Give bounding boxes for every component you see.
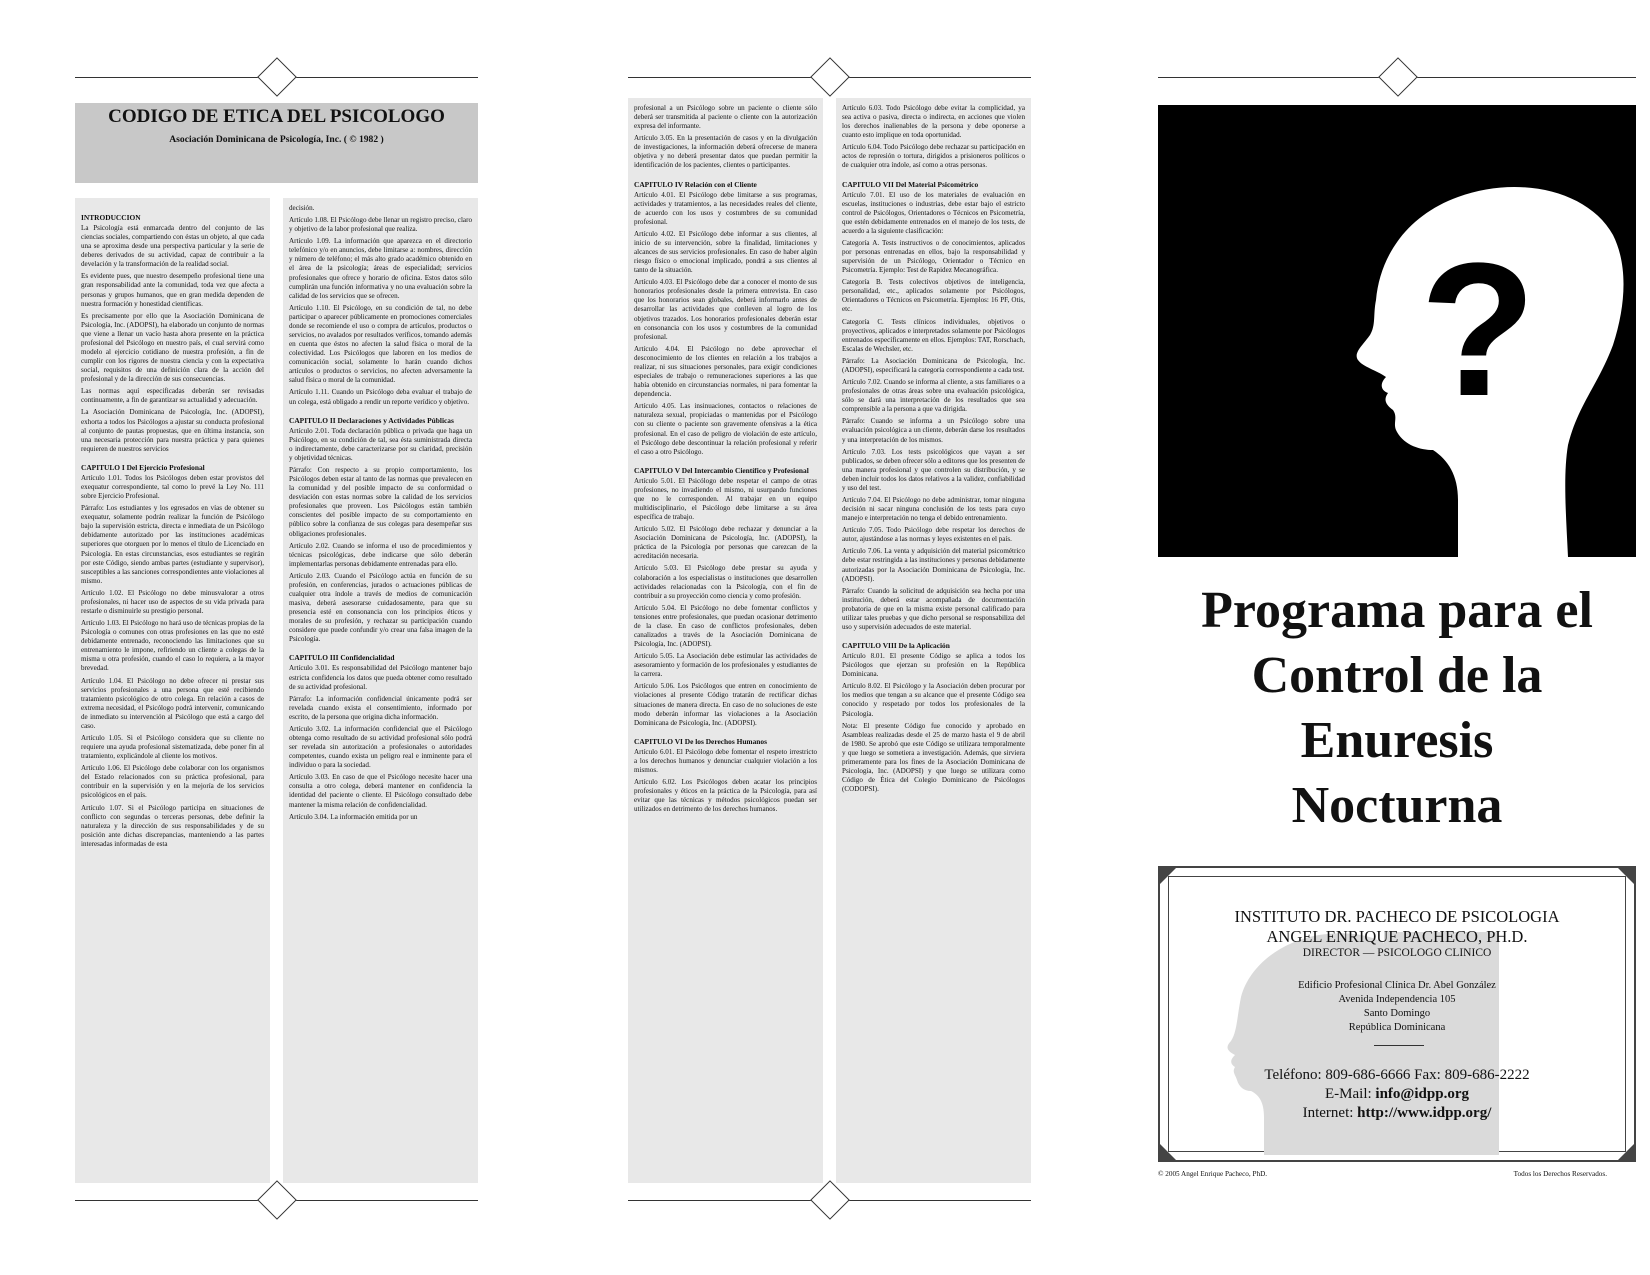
article-paragraph: Artículo 6.01. El Psicólogo debe fomentar el respeto irrestricto a los derechos humanos y denunciar cualquier violación a los mismos. bbox=[634, 747, 817, 774]
section-heading: INTRODUCCION bbox=[81, 213, 141, 222]
code-title-box bbox=[75, 103, 478, 183]
article-paragraph: Artículo 2.01. Toda declaración pública o privada que haga un Psicólogo, en su condición de tal, sea ésta suministrada directa o indirectamente, debe caracterizarse por su claridad, precisión y objetividad técnicas. bbox=[289, 426, 472, 462]
article-paragraph: Artículo 4.04. El Psicólogo no debe aprovechar el desconocimiento de los clientes en relación a los trabajos a realizar, ni sus situaciones personales, para exigir condiciones especiales de trabajo o remuneraciones superiores a las que había obtenido en circunstancias normales, ni para fomentar la dependencia. bbox=[634, 344, 817, 399]
article-paragraph: Artículo 5.02. El Psicólogo debe rechazar y denunciar a la Asociación Dominicana de Psicología, Inc. (ADOPSI), la práctica de la Psicología por personas que carezcan de la acreditación necesaria. bbox=[634, 525, 817, 561]
head-silhouette-image bbox=[1158, 105, 1636, 557]
diamond-ornament bbox=[1378, 57, 1418, 97]
article-paragraph: Artículo 3.05. En la presentación de casos y en la divulgación de investigaciones, la información deberá ofrecerse de manera objetiva y no deberá presentar datos que puedan permitir la identificación de los pacientes, clientes o participantes. bbox=[634, 134, 817, 170]
address-line-1: Edificio Profesional Clínica Dr. Abel González bbox=[1298, 980, 1496, 991]
section-heading: CAPITULO III Confidencialidad bbox=[289, 653, 395, 663]
article-paragraph: Artículo 7.03. Los tests psicológicos que vayan a ser publicados, se deben ofrecer sólo a editores que los presenten de una manera profesional y que controlen su distribución, y se deben incluir todos los datos relativos a la validez, confiabilidad y uso del test. bbox=[842, 447, 1025, 492]
article-paragraph: Categoría C. Tests clínicos individuales, objetivos o proyectivos, aplicados e interpretados solamente por Psicólogos entrenados específicamente en ellos. Ejemplos: TAT, Rorschach, Escalas de Wechsler, etc. bbox=[842, 317, 1025, 353]
question-mark: ? bbox=[1419, 224, 1537, 436]
article-paragraph: Artículo 1.08. El Psicólogo debe llenar un registro preciso, claro y objetivo de la labor profesional que realiza. bbox=[289, 216, 472, 234]
address-line-4: República Dominicana bbox=[1348, 1022, 1446, 1033]
article-paragraph: Párrafo: Cuando la solicitud de adquisición sea hecha por una institución, deberá estar acompañada de documentación probatoria de que en la misma existe personal calificado para utilizar tales pruebas y que dicho personal se responsabiliza del uso y supervisión adecuados de este material. bbox=[842, 586, 1025, 631]
article-paragraph: Artículo 3.04. La información emitida por un bbox=[289, 812, 418, 821]
section-heading: CAPITULO I Del Ejercicio Profesional bbox=[81, 462, 205, 472]
section-heading: CAPITULO VII Del Material Psicométrico bbox=[842, 179, 979, 189]
website-link[interactable]: http://www.idpp.org/ bbox=[1357, 1105, 1492, 1121]
internet-line bbox=[1169, 1105, 1625, 1122]
article-paragraph: Artículo 2.02. Cuando se informa el uso de procedimientos y técnicas psicológicas, debe indicarse que sólo deberán implementarlas personas debidamente entrenadas para ello. bbox=[289, 541, 472, 568]
title-line-3: Enuresis bbox=[1300, 712, 1494, 769]
article-paragraph: Artículo 4.02. El Psicólogo debe informar a sus clientes, al inicio de su intervención, sobre la finalidad, limitaciones y alcances de sus servicios profesionales. En caso de haber algún riesgo físico o emocional implicado, pondrá a sus clientes al tanto de la situación. bbox=[634, 229, 817, 275]
article-paragraph: Artículo 6.04. Todo Psicólogo debe rechazar su participación en actos de represión o tortura, dirigidos a prisioneros políticos o de cualquier otra índole, así como a otras personas. bbox=[842, 143, 1025, 170]
article-paragraph: Artículo 3.03. En caso de que el Psicólogo necesite hacer una consulta a otro colega, deberá mantener en confidencia la identidad del paciente o cliente. El Psicólogo consultado debe mantener la misma relación de confidencialidad. bbox=[289, 773, 472, 809]
article-paragraph: Párrafo: Cuando se informa a un Psicólogo sobre una evaluación psicológica a un cliente, deberán darse los resultados y una interpretación de los mismos. bbox=[842, 417, 1025, 444]
article-paragraph: Párrafo: La Asociación Dominicana de Psicología, Inc. (ADOPSI), especificará la categoría correspondiente a cada test. bbox=[842, 356, 1025, 374]
code-title: CODIGO DE ETICA DEL PSICOLOGO bbox=[108, 106, 445, 127]
article-paragraph: Artículo 5.03. El Psicólogo debe prestar su ayuda y colaboración a los especialistas o instituciones que desarrollen actividades relacionadas con la Psicología, con el fin de contribuir a su proyección como ciencia y como profesión. bbox=[634, 564, 817, 600]
email-link[interactable]: info@idpp.org bbox=[1375, 1086, 1469, 1102]
article-paragraph: Artículo 2.03. Cuando el Psicólogo actúa en función de su profesión, en conferencias, jurados o actuaciones públicas de cualquier otra índole a través de medios de comunicación masiva, deberá asesorarse cuidadosamente, para que su presencia esté en consonancia con los principios éticos y morales de su profesión, y rechazar su participación cuando considere que puede confundir y/o crear una falsa imagen de la Psicología. bbox=[289, 571, 472, 644]
article-paragraph: decisión. bbox=[289, 204, 315, 212]
institute-frame bbox=[1158, 866, 1636, 1162]
article-paragraph: Artículo 1.09. La información que aparezca en el directorio telefónico y/o en anuncios, debe limitarse a: nombres, dirección y número de teléfono; el más alto grado académico obtenido en el área de la psicología; áreas de especialidad; servicios profesionales que ofrece y horario de oficina. Estos datos sólo cumplirán una función informativa y no una evaluación sobre la calidad de los servicios que se ofrecen. bbox=[289, 237, 472, 300]
article-paragraph: Es evidente pues, que nuestro desempeño profesional tiene una gran responsabilidad ante la comunidad, toda vez que afecta a personas y grupos humanos, que en gran medida dependen de nuestra formación y honestidad científicas. bbox=[81, 272, 264, 308]
diamond-ornament bbox=[810, 57, 850, 97]
article-paragraph: Artículo 1.04. El Psicólogo no debe ofrecer ni prestar sus servicios profesionales a una persona que esté recibiendo tratamiento psicológico de otro colega. En relación a casos de extrema necesidad, el Psicólogo podrá intervenir, comunicando de inmediato su intervención al Psicólogo que está a cargo del caso. bbox=[81, 676, 264, 730]
left-column-1 bbox=[75, 198, 270, 1183]
article-paragraph: La Asociación Dominicana de Psicología, Inc. (ADOPSI), exhorta a todos los Psicólogos a ajustar su conducta profesional al conjunto de pautas propuestas, que en última instancia, son una necesaria protección para nuestra práctica y para quienes requieren de nuestros servicios bbox=[81, 408, 264, 453]
phone-fax: Teléfono: 809-686-6666 Fax: 809-686-2222 bbox=[1264, 1067, 1530, 1083]
article-paragraph: Artículo 3.02. La información confidencial que el Psicólogo obtenga como resultado de su actividad profesional sólo podrá ser revelada sin autorización a profesionales o autoridades competentes, cuando exista un peligro real e inminente para el individuo o para la sociedad. bbox=[289, 724, 472, 770]
article-paragraph: Artículo 1.01. Todos los Psicólogos deben estar provistos del exequatur correspondiente, tal como lo prevé la Ley No. 111 sobre Ejercicio Profesional. bbox=[81, 473, 264, 501]
address-line-2: Avenida Independencia 105 bbox=[1338, 994, 1456, 1005]
article-paragraph: Artículo 5.05. La Asociación debe estimular las actividades de asesoramiento y formación de los profesionales y estudiantes de la carrera. bbox=[634, 652, 817, 679]
section-heading: CAPITULO V Del Intercambio Científico y Profesional bbox=[634, 465, 809, 475]
article-paragraph: Artículo 5.04. El Psicólogo no debe fomentar conflictos y tensiones entre profesionales, que puedan ocasionar detrimento de la clase. En caso de conflictos profesionales, deben canalizados a través de la Asociación Dominicana de Psicología, Inc. (ADOPSI). bbox=[634, 603, 817, 649]
email-line bbox=[1169, 1086, 1625, 1103]
section-heading: CAPITULO VI De los Derechos Humanos bbox=[634, 736, 767, 746]
diamond-ornament bbox=[257, 57, 297, 97]
article-paragraph: Las normas aquí especificadas deberán ser revisadas continuamente, a fin de garantizar su actualidad y adecuación. bbox=[81, 387, 264, 405]
rights-footer: Todos los Derechos Reservados. bbox=[1513, 1170, 1607, 1178]
copyright-footer: © 2005 Angel Enrique Pacheco, PhD. bbox=[1158, 1170, 1268, 1178]
article-paragraph: Artículo 7.06. La venta y adquisición del material psicométrico debe estar restringida a las instituciones y personas debidamente autorizadas por la Asociación Dominicana de Psicología, Inc. (ADOPSI). bbox=[842, 547, 1025, 583]
article-paragraph: Artículo 4.03. El Psicólogo debe dar a conocer el monto de sus honorarios profesionales desde la primera entrevista. En caso que los honorarios sean globales, deberá informarlo antes de desarrollar las actividades que conlleven al logro de los objetivos trazados. Los honorarios profesionales deberán estar en consonancia con los usos y costumbres de la comunidad profesional. bbox=[634, 278, 817, 341]
article-paragraph: Artículo 1.06. El Psicólogo debe colaborar con los organismos del Estado relacionados con su práctica profesional, para contribuir en la supervisión y en la mejoría de los servicios psicológicos en el país. bbox=[81, 764, 264, 800]
section-heading: CAPITULO IV Relación con el Cliente bbox=[634, 179, 757, 189]
separator-line bbox=[1374, 1045, 1424, 1046]
article-paragraph: Párrafo: La información confidencial únicamente podrá ser revelada cuando exista el consentimiento, informado por escrito, de la persona que origina dicha información. bbox=[289, 694, 472, 721]
middle-column-1 bbox=[628, 98, 823, 1183]
article-paragraph: Artículo 8.02. El Psicólogo y la Asociación deben procurar por los medios que tengan a su alcance que el presente Código sea conocido y respetado por todos los profesionales de la Psicología. bbox=[842, 682, 1025, 718]
article-paragraph: Artículo 1.02. El Psicólogo no debe minusvalorar a otros profesionales, ni hacer uso de aspectos de su vida privada para restarle o disminuirle su prestigio personal. bbox=[81, 588, 264, 615]
section-heading: CAPITULO VIII De la Aplicación bbox=[842, 641, 950, 651]
article-paragraph: Párrafo: Con respecto a su propio comportamiento, los Psicólogos deben estar al tanto de las normas que prevalecen en la comunidad y del posible impacto de su conformidad o desviación con estas normas sobre la calidad de los servicios profesionales que proveen. Los Psicólogos están también conscientes del posible impacto de su comportamiento en público sobre la confianza de sus colegas para desempeñar sus obligaciones profesionales. bbox=[289, 465, 472, 538]
title-line-4: Nocturna bbox=[1291, 777, 1503, 834]
director-role: DIRECTOR — PSICOLOGO CLINICO bbox=[1302, 947, 1492, 959]
article-paragraph: Artículo 1.07. Si el Psicólogo participa en situaciones de conflicto con segundas o terceras personas, debe definir la naturaleza y la dirección de sus responsabilidades y de su posición ante dichas discrepancias, manteniendo a las partes interesadas informadas de esta bbox=[81, 803, 264, 848]
article-paragraph: Artículo 1.11. Cuando un Psicólogo deba evaluar el trabajo de un colega, está obligado a rendir un reporte verídico y objetivo. bbox=[289, 388, 472, 406]
article-paragraph: Artículo 6.02. Los Psicólogos deben acatar los principios profesionales y éticos en la práctica de la Psicología, para así evitar que las técnicas y métodos psicológicos puedan ser utilizados en detrimento de los derechos humanos. bbox=[634, 778, 817, 814]
head-silhouette-icon bbox=[1158, 105, 1636, 557]
article-paragraph: Artículo 7.02. Cuando se informa al cliente, a sus familiares o a profesionales de otras áreas sobre una evaluación psicológica, sólo se dará una interpretación de los resultados que sea comprensible a la persona a que va dirigida. bbox=[842, 378, 1025, 414]
article-paragraph: Artículo 6.03. Todo Psicólogo debe evitar la complicidad, ya sea activa o pasiva, directa o indirecta, en acciones que violen los derechos inalienables de la persona y debe oponerse a cuanto esto implique en toda oportunidad. bbox=[842, 104, 1025, 140]
institute-name: INSTITUTO DR. PACHECO DE PSICOLOGIA bbox=[1234, 907, 1560, 926]
diamond-ornament bbox=[810, 1180, 850, 1220]
section-heading: CAPITULO II Declaraciones y Actividades Públicas bbox=[289, 415, 454, 425]
article-paragraph: Artículo 4.05. Las insinuaciones, contactos o relaciones de naturaleza sexual, propiciadas o mantenidas por el Psicólogo con su cliente o paciente son gravemente ofensivas a la ética profesional. En el caso de peligro de violación de este artículo, el Psicólogo debe descontinuar la relación profesional y referir el caso a otro Psicólogo. bbox=[634, 402, 817, 456]
article-paragraph: Artículo 1.10. El Psicólogo, en su condición de tal, no debe participar o aparecer públicamente en promociones comerciales donde se recomiende el uso o compra de artículos, productos o servicios, no avalados por resultados veríficos, tomando además en cuenta que éstos no afecten la salud física o moral de la colectividad. Los Psicólogos que laboren en los medios de comunicación social, solamente lo harán cuando dichos artículos o productos o servicios, no afecten adversamente la salud física o moral de la comunidad. bbox=[289, 303, 472, 385]
article-paragraph: Nota: El presente Código fue conocido y aprobado en Asambleas realizadas desde el 25 de marzo hasta el 9 de abril de 1980. Se aprobó que este Código se utilizara temporalmente y que luego se sometiera a investigación. Además, que sirviera primeramente para los fines de la Asociación Dominicana de Psicología, Inc. (ADOPSI) y que luego se utilizara como Código de Ética del Colegio Dominicano de Psicólogos (CODOPSI). bbox=[842, 721, 1025, 794]
article-paragraph: Artículo 5.01. El Psicólogo debe respetar el campo de otras profesiones, no invadiendo el mismo, ni usurpando funciones que no le corresponden. Al trabajar en un equipo multidisciplinario, el Psicólogo debe limitarse a su área específica de trabajo. bbox=[634, 476, 817, 522]
article-paragraph: Párrafo: Los estudiantes y los egresados en vías de obtener su exequatur, solamente podrán realizar la función de Psicólogo bajo la supervisión estricta, directa e inmediata de un Psicólogo debidamente autorizado por las instituciones académicas superiores que otorguen por lo menos el título de Licenciado en Psicología. En estas circunstancias, esos estudiantes se regirán por este Código, siendo ambas partes (estudiante y supervisor), susceptibles a las sanciones correspondientes ante violaciones al mismo. bbox=[81, 504, 264, 585]
article-paragraph: Artículo 4.01. El Psicólogo debe limitarse a sus programas, actividades y tratamientos, a las necesidades reales del cliente, de acuerdo con los usos y costumbres de su comunidad profesional. bbox=[634, 190, 817, 226]
article-paragraph: Artículo 8.01. El presente Código se aplica a todos los Psicólogos que ejerzan su profesión en la República Dominicana. bbox=[842, 652, 1025, 679]
article-paragraph: Artículo 3.01. Es responsabilidad del Psicólogo mantener bajo estricta confidencia los datos que pueda obtener como resultado de su actividad profesional. bbox=[289, 664, 472, 691]
article-paragraph: Categoría B. Tests colectivos objetivos de inteligencia, personalidad, etc., aplicados solamente por Psicólogos, Orientadores o Técnicos en Psicometría. Ejemplos: 16 PF, Otis, etc. bbox=[842, 278, 1025, 314]
article-paragraph: Artículo 7.01. El uso de los materiales de evaluación en escuelas, instituciones o industrias, debe estar bajo el estricto control de Psicólogos, Orientadores o Técnicos en Psicometría, que estén debidamente entrenados en el manejo de los tests, de acuerdo a la siguiente clasificación: bbox=[842, 190, 1025, 235]
article-paragraph: Artículo 7.04. El Psicólogo no debe administrar, tomar ninguna decisión ni sacar ninguna conclusión de los tests para cuyo manejo e interpretación no tenga el debido entrenamiento. bbox=[842, 495, 1025, 523]
diamond-ornament bbox=[257, 1180, 297, 1220]
article-paragraph: Artículo 5.06. Los Psicólogos que entren en conocimiento de violaciones al presente Código tratarán de rectificar dichas situaciones de manera directa. En caso de no soluciones de este modo deberán informar las violaciones a la Asociación Dominicana de Psicología, Inc. (ADOPSI). bbox=[634, 682, 817, 727]
article-paragraph: La Psicología está enmarcada dentro del conjunto de las ciencias sociales, compartiendo con éstas un objeto, al que cada una se aproxima desde una perspectiva particular y la serie de deberes derivados de su actividad, capaz de contribuir a la develación y la transformación de la realidad social. bbox=[81, 224, 264, 269]
code-subtitle: Asociación Dominicana de Psicología, Inc. ( © 1982 ) bbox=[169, 134, 384, 145]
article-paragraph: Artículo 7.05. Todo Psicólogo debe respetar los derechos de autor, ajustándose a las normas y leyes existentes en el país. bbox=[842, 526, 1025, 544]
institute-frame-inner bbox=[1168, 876, 1626, 1152]
middle-column-2 bbox=[836, 98, 1031, 1183]
article-paragraph: Categoría A. Tests instructivos o de conocimientos, aplicados por personas entrenadas en ellos, bajo la responsabilidad y supervisión de un Psicólogo, Orientador o Técnico en Psicometría. Ejemplo: Test de Rapidez Mecanográfica. bbox=[842, 238, 1025, 275]
article-paragraph: Es precisamente por ello que la Asociación Dominicana de Psicología, Inc. (ADOPSI), ha elaborado un conjunto de normas que viene a llenar un vacío hasta ahora presente en la práctica profesional del Psicólogo en nuestro país, el cual servirá como modelo al ejercicio cotidiano de nuestra profesión, a fin de cumplir con los rigores de nuestra ciencia y con la expectativa social, requisitos de una definición clara de la acción del profesional y de la dirección de sus consecuencias. bbox=[81, 311, 264, 384]
article-paragraph: Artículo 1.03. El Psicólogo no hará uso de técnicas propias de la Psicología o comunes con otras profesiones en las que no esté debidamente entrenado, reconociendo las limitaciones que su entrenamiento le impone, refiriendo un cliente a colegas de la misma u otra profesión, cuando el caso lo requiera, a la mayor brevedad. bbox=[81, 619, 265, 673]
address-line-3: Santo Domingo bbox=[1363, 1008, 1431, 1019]
title-line-1: Programa para el bbox=[1201, 582, 1593, 639]
program-title bbox=[1158, 578, 1636, 838]
email-label: E-Mail: bbox=[1325, 1086, 1372, 1102]
left-column-2 bbox=[283, 198, 478, 1183]
internet-label: Internet: bbox=[1302, 1105, 1354, 1121]
director-name: ANGEL ENRIQUE PACHECO, PH.D. bbox=[1266, 927, 1528, 946]
article-paragraph: profesional a un Psicólogo sobre un paciente o cliente sólo deberá ser transmitida al paciente o cliente con la autorización expresa del informante. bbox=[634, 104, 817, 131]
article-paragraph: Artículo 1.05. Si el Psicólogo considera que su cliente no requiere una ayuda profesional sistematizada, debe poner fin al tratamiento, explicándole al cliente los motivos. bbox=[81, 733, 264, 761]
title-line-2: Control de la bbox=[1251, 647, 1543, 704]
